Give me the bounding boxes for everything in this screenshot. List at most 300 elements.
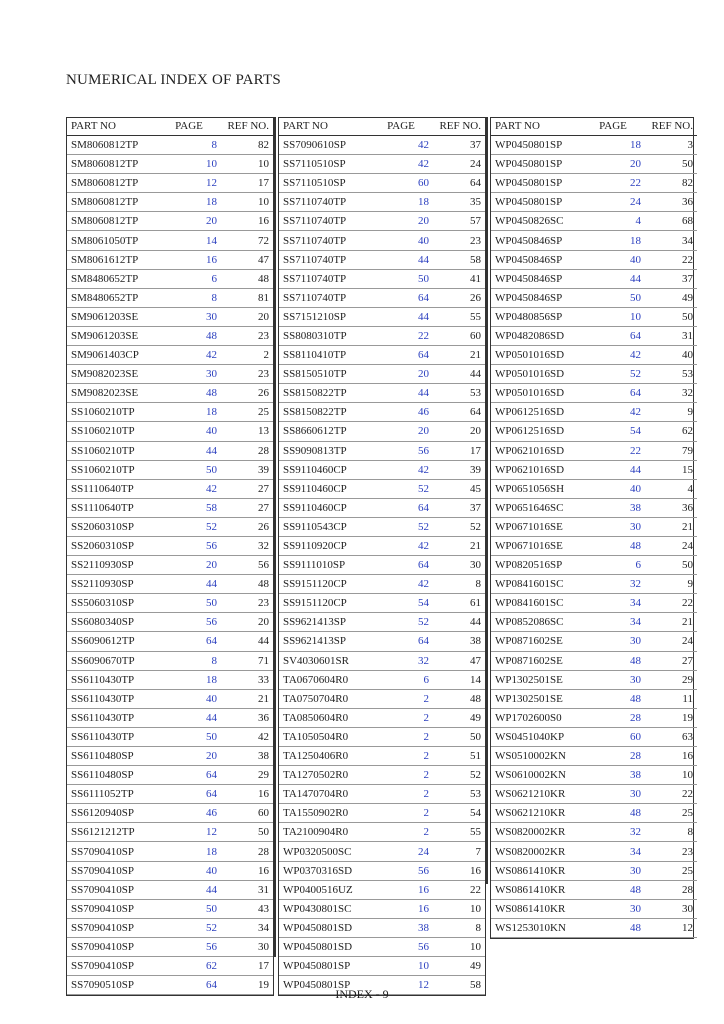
page-cell: 40 [373,231,431,250]
page-cell: 16 [373,880,431,899]
part-number-cell: SV4030601SR [279,651,373,670]
part-number-cell: SS6110430TP [67,670,161,689]
ref-no-cell: 22 [643,250,697,269]
part-number-cell: TA1050504R0 [279,727,373,746]
table-row [491,899,697,918]
part-number-cell: SS9151120CP [279,594,373,613]
table-row [279,880,485,899]
ref-no-cell: 8 [431,918,485,937]
table-row [67,346,273,365]
table-row [67,250,273,269]
ref-no-cell: 43 [219,899,273,918]
ref-no-cell: 64 [431,174,485,193]
part-number-cell: WP0450801SP [491,174,585,193]
table-row [67,880,273,899]
part-number-cell: WP0820516SP [491,556,585,575]
part-number-cell: WP0450801SD [279,937,373,956]
ref-no-cell: 47 [431,651,485,670]
page-cell: 34 [585,613,643,632]
page-cell: 6 [161,269,219,288]
ref-no-cell: 53 [431,384,485,403]
part-number-cell: SS6110480SP [67,747,161,766]
part-number-cell: SS1060210TP [67,441,161,460]
ref-no-cell: 37 [431,136,485,155]
part-number-cell: WP0501016SD [491,346,585,365]
ref-no-cell: 8 [431,575,485,594]
ref-no-cell: 52 [431,517,485,536]
ref-no-cell: 34 [643,231,697,250]
page-cell: 58 [161,498,219,517]
page-cell: 20 [585,155,643,174]
ref-no-cell: 50 [643,155,697,174]
part-number-cell: SS9111010SP [279,556,373,575]
part-number-cell: WP0450801SD [279,918,373,937]
page-cell: 18 [373,193,431,212]
ref-no-cell: 48 [219,269,273,288]
part-number-cell: SS2110930SP [67,575,161,594]
part-number-cell: SS7090410SP [67,861,161,880]
ref-no-cell: 35 [431,193,485,212]
part-number-cell: WP0621016SD [491,441,585,460]
ref-no-cell: 58 [431,976,485,995]
ref-no-cell: 24 [431,155,485,174]
ref-no-cell: 50 [643,307,697,326]
table-row [279,155,485,174]
ref-no-cell: 53 [431,785,485,804]
page-cell: 52 [373,479,431,498]
page-title: NUMERICAL INDEX OF PARTS [66,72,281,88]
table-row [279,937,485,956]
table-row [67,689,273,708]
ref-no-cell: 26 [219,384,273,403]
part-number-cell: WP0841601SC [491,594,585,613]
part-number-cell: SS7090410SP [67,918,161,937]
header-page: PAGE [585,118,643,136]
part-number-cell: SS7110510SP [279,155,373,174]
ref-no-cell: 23 [219,365,273,384]
part-number-cell: SM8480652TP [67,269,161,288]
table-row [67,556,273,575]
page-cell: 50 [161,727,219,746]
part-number-cell: WP1302501SE [491,689,585,708]
header-page: PAGE [373,118,431,136]
table-row [67,174,273,193]
table-row [67,632,273,651]
page-cell: 64 [373,632,431,651]
page-cell: 40 [585,250,643,269]
part-number-cell: SS1110640TP [67,498,161,517]
table-row [491,307,697,326]
part-number-cell: SS7110740TP [279,212,373,231]
part-number-cell: SS5060310SP [67,594,161,613]
part-number-cell: TA0850604R0 [279,708,373,727]
ref-no-cell: 38 [219,747,273,766]
part-number-cell: SM8060812TP [67,212,161,231]
page-cell: 28 [585,747,643,766]
page-cell: 20 [373,422,431,441]
ref-no-cell: 64 [431,403,485,422]
part-number-cell: SS6110430TP [67,727,161,746]
page-cell: 56 [373,861,431,880]
ref-no-cell: 29 [643,670,697,689]
page-cell: 16 [161,250,219,269]
ref-no-cell: 22 [431,880,485,899]
table-row [491,517,697,536]
page-cell: 2 [373,727,431,746]
page-cell: 40 [161,689,219,708]
table-row [67,594,273,613]
part-number-cell: WP0651646SC [491,498,585,517]
part-number-cell: SS7090410SP [67,957,161,976]
ref-no-cell: 8 [643,823,697,842]
table-row [67,307,273,326]
table-row [67,823,273,842]
page-cell: 42 [585,346,643,365]
page-cell: 34 [585,594,643,613]
table-row [67,575,273,594]
page-cell: 48 [585,880,643,899]
table-row [491,326,697,345]
table-row [67,708,273,727]
index-table [67,118,273,995]
part-number-cell: SS7110740TP [279,269,373,288]
page-cell: 64 [161,766,219,785]
part-number-cell: SS6110430TP [67,708,161,727]
page-cell: 64 [585,326,643,345]
ref-no-cell: 79 [643,441,697,460]
ref-no-cell: 31 [219,880,273,899]
page-cell: 38 [585,766,643,785]
part-number-cell: SS9090813TP [279,441,373,460]
table-row [491,747,697,766]
ref-no-cell: 20 [219,307,273,326]
table-row [279,498,485,517]
part-number-cell: SS6110480SP [67,766,161,785]
ref-no-cell: 42 [219,727,273,746]
part-number-cell: WP0612516SD [491,422,585,441]
header-page: PAGE [161,118,219,136]
page-cell: 2 [373,804,431,823]
column-divider [486,117,488,884]
page-cell: 8 [161,136,219,155]
part-number-cell: SS1060210TP [67,460,161,479]
ref-no-cell: 49 [431,708,485,727]
part-number-cell: SS8080310TP [279,326,373,345]
page-cell: 30 [585,785,643,804]
page-cell: 62 [161,957,219,976]
ref-no-cell: 21 [219,689,273,708]
table-row [67,842,273,861]
page-cell: 50 [161,460,219,479]
part-number-cell: SM9082023SE [67,384,161,403]
ref-no-cell: 11 [643,689,697,708]
page-cell: 14 [161,231,219,250]
part-number-cell: WP0871602SE [491,651,585,670]
table-row [279,918,485,937]
ref-no-cell: 9 [643,575,697,594]
table-row [491,785,697,804]
page-cell: 56 [161,613,219,632]
part-number-cell: WP0480856SP [491,307,585,326]
part-number-cell: SS9110460CP [279,498,373,517]
page-cell: 42 [373,155,431,174]
page-cell: 20 [161,212,219,231]
part-number-cell: WP0852086SC [491,613,585,632]
ref-no-cell: 10 [643,766,697,785]
ref-no-cell: 19 [643,708,697,727]
part-number-cell: SM8480652TP [67,288,161,307]
table-row [67,957,273,976]
page-cell: 54 [373,594,431,613]
table-row [67,460,273,479]
index-column-1 [66,117,274,996]
table-row [491,365,697,384]
ref-no-cell: 48 [219,575,273,594]
table-row [279,651,485,670]
ref-no-cell: 45 [431,479,485,498]
table-row [491,460,697,479]
table-row [279,785,485,804]
page-cell: 64 [161,632,219,651]
table-row [491,212,697,231]
header-ref-no: REF NO. [431,118,485,136]
part-number-cell: WP0450826SC [491,212,585,231]
table-row [67,155,273,174]
page-cell: 46 [161,804,219,823]
table-row [67,212,273,231]
ref-no-cell: 82 [219,136,273,155]
ref-no-cell: 37 [643,269,697,288]
part-number-cell: WS1253010KN [491,918,585,937]
part-number-cell: SM9082023SE [67,365,161,384]
ref-no-cell: 10 [219,193,273,212]
ref-no-cell: 24 [643,632,697,651]
table-row [67,861,273,880]
ref-no-cell: 61 [431,594,485,613]
table-row [279,556,485,575]
ref-no-cell: 34 [219,918,273,937]
table-row [279,441,485,460]
page-cell: 40 [161,861,219,880]
page-cell: 50 [161,594,219,613]
page-cell: 8 [161,288,219,307]
page-cell: 24 [585,193,643,212]
ref-no-cell: 7 [431,842,485,861]
part-number-cell: WP0450801SP [279,976,373,995]
page-cell: 44 [373,307,431,326]
table-row [279,307,485,326]
index-column-3 [490,117,694,939]
part-number-cell: SS2060310SP [67,536,161,555]
table-row [491,575,697,594]
ref-no-cell: 39 [431,460,485,479]
ref-no-cell: 26 [219,517,273,536]
table-row [279,403,485,422]
table-row [67,766,273,785]
page-cell: 16 [373,899,431,918]
page-cell: 20 [373,212,431,231]
table-row [491,727,697,746]
page-cell: 2 [373,823,431,842]
part-number-cell: WS0451040KP [491,727,585,746]
page-cell: 64 [373,288,431,307]
table-row [279,957,485,976]
part-number-cell: TA1470704R0 [279,785,373,804]
part-number-cell: WS0610002KN [491,766,585,785]
page-cell: 2 [373,766,431,785]
table-row [279,766,485,785]
table-row [67,365,273,384]
page-cell: 60 [373,174,431,193]
ref-no-cell: 81 [219,288,273,307]
page-cell: 64 [161,976,219,995]
table-row [279,326,485,345]
part-number-cell: SS2110930SP [67,556,161,575]
parts-index-table [66,117,693,992]
page-cell: 42 [373,136,431,155]
table-row [491,403,697,422]
part-number-cell: SS1110640TP [67,479,161,498]
table-row [279,861,485,880]
table-row [491,880,697,899]
part-number-cell: WP0430801SC [279,899,373,918]
part-number-cell: SS9110920CP [279,536,373,555]
table-row [491,632,697,651]
table-row [67,918,273,937]
page-cell: 18 [161,842,219,861]
page-cell: 18 [161,193,219,212]
part-number-cell: WS0820002KR [491,823,585,842]
part-number-cell: SS6120940SP [67,804,161,823]
page-cell: 20 [373,365,431,384]
page-cell: 12 [373,976,431,995]
page-cell: 52 [585,365,643,384]
page-cell: 30 [585,517,643,536]
part-number-cell: SM8060812TP [67,174,161,193]
part-number-cell: WP0671016SE [491,517,585,536]
table-row [491,842,697,861]
part-number-cell: TA2100904R0 [279,823,373,842]
part-number-cell: SM8060812TP [67,136,161,155]
table-row [279,250,485,269]
ref-no-cell: 12 [643,918,697,937]
page-cell: 24 [373,842,431,861]
table-row [279,536,485,555]
table-row [491,689,697,708]
table-row [67,136,273,155]
part-number-cell: SS6121212TP [67,823,161,842]
table-row [491,918,697,937]
table-row [279,899,485,918]
table-row [67,536,273,555]
page-cell: 10 [585,307,643,326]
page-cell: 52 [161,517,219,536]
page-cell: 48 [585,689,643,708]
table-row [491,384,697,403]
ref-no-cell: 40 [643,346,697,365]
table-row [67,747,273,766]
table-row [491,498,697,517]
ref-no-cell: 63 [643,727,697,746]
table-row [491,193,697,212]
ref-no-cell: 25 [643,861,697,880]
page-cell: 44 [373,250,431,269]
ref-no-cell: 50 [643,556,697,575]
page-cell: 30 [585,861,643,880]
page-cell: 30 [585,632,643,651]
part-number-cell: WP0320500SC [279,842,373,861]
table-row [67,231,273,250]
table-row [279,689,485,708]
page-cell: 42 [161,346,219,365]
table-row [491,556,697,575]
part-number-cell: WP0501016SD [491,384,585,403]
part-number-cell: WP0450801SP [491,136,585,155]
page-cell: 22 [585,441,643,460]
part-number-cell: WP0400516UZ [279,880,373,899]
part-number-cell: SM9061203SE [67,326,161,345]
page-cell: 60 [585,727,643,746]
page-cell: 34 [585,842,643,861]
ref-no-cell: 16 [219,212,273,231]
table-row [279,136,485,155]
part-number-cell: WP0370316SD [279,861,373,880]
table-row [67,498,273,517]
part-number-cell: WP0450801SP [279,957,373,976]
ref-no-cell: 72 [219,231,273,250]
ref-no-cell: 38 [431,632,485,651]
page-cell: 48 [585,918,643,937]
ref-no-cell: 27 [643,651,697,670]
ref-no-cell: 3 [643,136,697,155]
part-number-cell: WP0450846SP [491,269,585,288]
page-cell: 64 [373,498,431,517]
page-cell: 56 [161,937,219,956]
table-row [67,804,273,823]
part-number-cell: SS9110543CP [279,517,373,536]
page-cell: 6 [373,670,431,689]
part-number-cell: WP0671016SE [491,536,585,555]
page-cell: 2 [373,747,431,766]
part-number-cell: SM8060812TP [67,193,161,212]
table-row [279,517,485,536]
page-cell: 44 [585,460,643,479]
table-row [67,651,273,670]
page-cell: 44 [161,575,219,594]
part-number-cell: WP0450846SP [491,231,585,250]
ref-no-cell: 28 [219,441,273,460]
part-number-cell: TA1270502R0 [279,766,373,785]
ref-no-cell: 44 [431,613,485,632]
part-number-cell: WP0450846SP [491,250,585,269]
page-cell: 10 [161,155,219,174]
table-row [491,861,697,880]
page-cell: 6 [585,556,643,575]
table-row [67,326,273,345]
part-number-cell: SS7090410SP [67,880,161,899]
page-cell: 48 [585,536,643,555]
part-number-cell: SS6110430TP [67,689,161,708]
page-cell: 48 [161,326,219,345]
part-number-cell: SS7110740TP [279,288,373,307]
page-cell: 30 [585,899,643,918]
ref-no-cell: 9 [643,403,697,422]
page-cell: 30 [585,670,643,689]
part-number-cell: SS7090510SP [67,976,161,995]
page-cell: 50 [585,288,643,307]
ref-no-cell: 26 [431,288,485,307]
page-cell: 38 [585,498,643,517]
